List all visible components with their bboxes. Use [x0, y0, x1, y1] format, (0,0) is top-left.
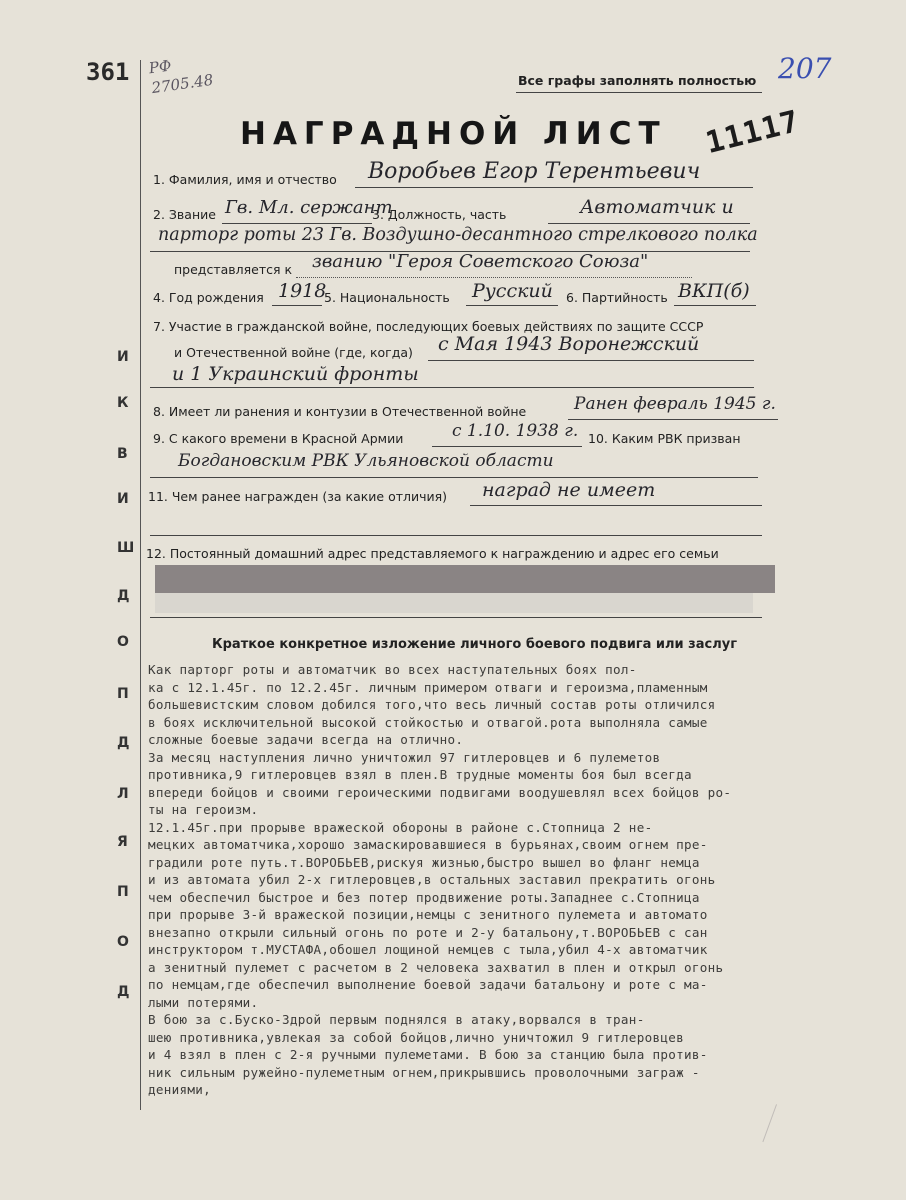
body-line: большевистским словом добился того,что весь личный состав роты отличился [148, 697, 716, 712]
presented-label: представляется к [174, 262, 293, 277]
field-5-label: 5. Национальность [324, 290, 450, 305]
body-line: ты на героизм. [148, 802, 259, 817]
field-4-line [272, 305, 322, 306]
body-line: при прорыве 3-й вражеской позиции,немцы с зенитного пулемета и автомато [148, 907, 708, 922]
field-4-label: 4. Год рождения [153, 290, 264, 305]
field-9-line [432, 446, 582, 447]
instruction-text: Все графы заполнять полностью [518, 73, 757, 88]
field-11-label: 11. Чем ранее награжден (за какие отличия) [148, 489, 448, 504]
body-line: мецких автоматчика,хорошо замаскировавшиеся в бурьянах,своим огнем пре- [148, 837, 708, 852]
field-7-line [428, 360, 754, 361]
body-line: градили роте путь.т.ВОРОБЬЕВ,рискуя жизнью,быстро вышел во фланг немца [148, 854, 700, 870]
body-line: впереди бойцов и своими героическими подвигами воодушевлял всех бойцов ро- [148, 784, 732, 800]
field-12-label: 12. Постоянный домашний адрес представляемого к награждению и адрес его семьи [146, 546, 719, 561]
body-line: ник сильным ружейно-пулеметным огнем,прикрывшись проволочными заграж - [148, 1064, 700, 1080]
body-line: Как парторг роты и автоматчик во всех наступательных боях пол- [148, 662, 637, 677]
body-line: дениями, [148, 1082, 212, 1097]
field-5-line [466, 305, 558, 306]
field-7-value: с Мая 1943 Воронежский [438, 333, 700, 355]
field-2-label: 2. Звание [153, 207, 216, 222]
left-margin-line [140, 60, 141, 1110]
archive-number: 361 [86, 58, 130, 86]
body-line: ка с 12.1.45г. по 12.2.45г. личным примером отваги и героизма,пламенным [148, 679, 708, 695]
pencil-mark [762, 1104, 814, 1156]
page-title: НАГРАДНОЙ ЛИСТ [240, 116, 667, 152]
body-line: по немцам,где обеспечил выполнение боевой задачи батальону и роте с ма- [148, 977, 708, 992]
field-3-value: Автоматчик и [580, 196, 734, 218]
field-11-line-cont [150, 535, 762, 536]
field-7-line-cont [150, 387, 754, 388]
body-line: противника,9 гитлеровцев взял в плен.В трудные моменты боя был всегда [148, 767, 692, 782]
body-line: а зенитный пулемет с расчетом в 2 человека захватил в плен и открыл огонь [148, 959, 724, 975]
field-10-label: 10. Каким РВК призван [588, 431, 741, 446]
pencil-note: РФ 2705.48 [147, 56, 215, 98]
body-line: 12.1.45г.при прорыве вражеской обороны в районе с.Стопница 2 не- [148, 819, 653, 835]
body-line: внезапно открыли сильный огонь по роте и 2-у батальону,т.ВОРОБЬЕВ с сан [148, 924, 708, 940]
summary-body [148, 662, 868, 1100]
instruction-underline [516, 92, 762, 93]
summary-title: Краткое конкретное изложение личного боевого подвига или заслуг [212, 637, 737, 652]
field-6-value: ВКП(б) [678, 280, 750, 302]
body-line: и 4 взял в плен с 2-я ручными пулеметами. В бою за станцию была против- [148, 1047, 708, 1062]
field-8-value: Ранен февраль 1945 г. [574, 394, 776, 414]
field-7-label-2: и Отечественной войне (где, когда) [174, 345, 413, 360]
field-1-line [355, 187, 753, 188]
address-redaction [155, 565, 775, 593]
field-11-line [470, 505, 762, 506]
field-6-line [674, 305, 756, 306]
body-line: шею противника,увлекая за собой бойцов,лично уничтожил 9 гитлеровцев [148, 1029, 684, 1045]
field-8-label: 8. Имеет ли ранения и контузии в Отечественной войне [153, 404, 527, 419]
field-9-value: с 1.10. 1938 г. [452, 421, 579, 441]
field-1-value: Воробьев Егор Терентьевич [368, 159, 701, 184]
field-5-value: Русский [472, 280, 553, 302]
field-6-label: 6. Партийность [566, 290, 668, 305]
presented-line [296, 277, 692, 278]
field-11-value: наград не имеет [482, 479, 656, 501]
field-12-line [150, 617, 762, 618]
field-3-line [548, 223, 750, 224]
body-line: лыми потерями. [148, 994, 259, 1010]
body-line: инструктором т.МУСТАФА,обошел лощиной немцев с тыла,убил 4-х автоматчик [148, 942, 708, 957]
field-7-label: 7. Участие в гражданской войне, последующих боевых действиях по защите СССР [153, 319, 704, 334]
body-line: За месяц наступления лично уничтожил 97 гитлеровцев и 6 пулеметов [148, 749, 661, 765]
field-3-value-cont: парторг роты 23 Гв. Воздушно-десантного стрелкового полка [158, 225, 758, 245]
field-3-label: 3. Должность, часть [372, 207, 507, 222]
field-7-value-cont: и 1 Украинский фронты [172, 363, 419, 385]
field-1-label: 1. Фамилия, имя и отчество [153, 172, 337, 187]
body-line: и из автомата убил 2-х гитлеровцев,в остальных заставил прекратить огонь [148, 872, 716, 887]
field-9-label: 9. С какого времени в Красной Армии [153, 431, 404, 446]
address-redaction-light [155, 593, 753, 613]
stamp-number: 11117 [702, 103, 804, 162]
field-8-line [568, 419, 778, 420]
field-2-value: Гв. Мл. сержант [225, 197, 393, 218]
field-4-value: 1918 [278, 280, 327, 302]
field-10-line [150, 477, 758, 478]
field-2-line [222, 223, 372, 224]
field-10-value: Богдановским РВК Ульяновской области [178, 451, 554, 471]
body-line: сложные боевые задачи всегда на отлично. [148, 732, 464, 747]
page-number: 207 [778, 52, 832, 85]
body-line: чем обеспечил быстрое и без потер продвижение роты.Западнее с.Стопница [148, 889, 700, 905]
body-line: в боях исключительной высокой стойкостью и отвагой.рота выполняла самые [148, 714, 708, 730]
award-sheet-page: 361 РФ 2705.48 Все графы заполнять полностью 207 11117 НАГРАДНОЙ ЛИСТ И К В И Ш Д О П Д Л Я П О Д 1. Фамилия, имя и отчество Воробьев Егор Терентьевич 2. Звание Гв. Мл. сержант 3. Должность, часть Автоматчик и парторг роты 23 Гв. Воздушно-десантного стрелкового полка представляется к званию "Героя Советского Союза" 4. Год рождения 1918 5. Национальность Русский 6. Партийность ВКП(б) 7. Участие в гражданской войне, последующих боевых действиях по защите СССР и Отечественной войне (где, когда) с Мая 1943 Воронежский и 1 Украинский фронты 8. Имеет ли ранения и контузии в Отечественной войне Ранен февраль 1945 г. 9. С какого времени в Красной Армии с 1.10. 1938 г. 10. Каким РВК призван Богдановским РВК Ульяновской области 11. Чем ранее награжден (за какие отличия) наград не имеет 12. Постоянный домашний адрес представляемого к награждению и адрес его семьи Краткое конкретное изложение личного боевого подвига или заслуг Как парторг роты и автоматчик во всех наступательных боях пол- ка с 12.1.45г. по 12.2.45г. личным примером отваги и героизма,пламенным большевистским словом добился того,что весь личный состав роты отличился в боях исключительной высокой стойкостью и отвагой.рота выполняла самые сложные боевые задачи всегда на отлично. За месяц наступления лично уничтожил 97 гитлеровцев и 6 пулеметов противника,9 гитлеровцев взял в плен.В трудные моменты боя был всегда впереди бойцов и своими героическими подвигами воодушевлял всех бойцов ро- ты на героизм. 12.1.45г.при прорыве вражеской обороны в районе с.Стопница 2 не- мецких автоматчика,хорошо замаскировавшиеся в бурьянах,своим огнем пре- градили роте путь.т.ВОРОБЬЕВ,рискуя жизнью,быстро вышел во фланг немца и из автомата убил 2-х гитлеровцев,в остальных заставил прекратить огонь чем обеспечил быстрое и без потер продвижение роты.Западнее с.Стопница при прорыве 3-й вражеской позиции,немцы с зенитного пулемета и автомато внезапно открыли сильный огонь по роте и 2-у батальону,т.ВОРОБЬЕВ с сан инструктором т.МУСТАФА,обошел лощиной немцев с тыла,убил 4-х автоматчик а зенитный пулемет с расчетом в 2 человека захватил в плен и открыл огонь по немцам,где обеспечил выполнение боевой задачи батальону и роте с ма- лыми потерями. В бою за с.Буско-Здрой первым поднялся в атаку,ворвался в тран- шею противника,увлекая за собой бойцов,лично уничтожил 9 гитлеровцев и 4 взял в плен с 2-я ручными пулеметами. В бою за станцию была против- ник сильным ружейно-пулеметным огнем,прикрывшись проволочными заграж - дениями, [0, 0, 906, 1200]
presented-value: званию "Героя Советского Союза" [312, 251, 649, 272]
body-line: В бою за с.Буско-Здрой первым поднялся в атаку,ворвался в тран- [148, 1012, 645, 1027]
